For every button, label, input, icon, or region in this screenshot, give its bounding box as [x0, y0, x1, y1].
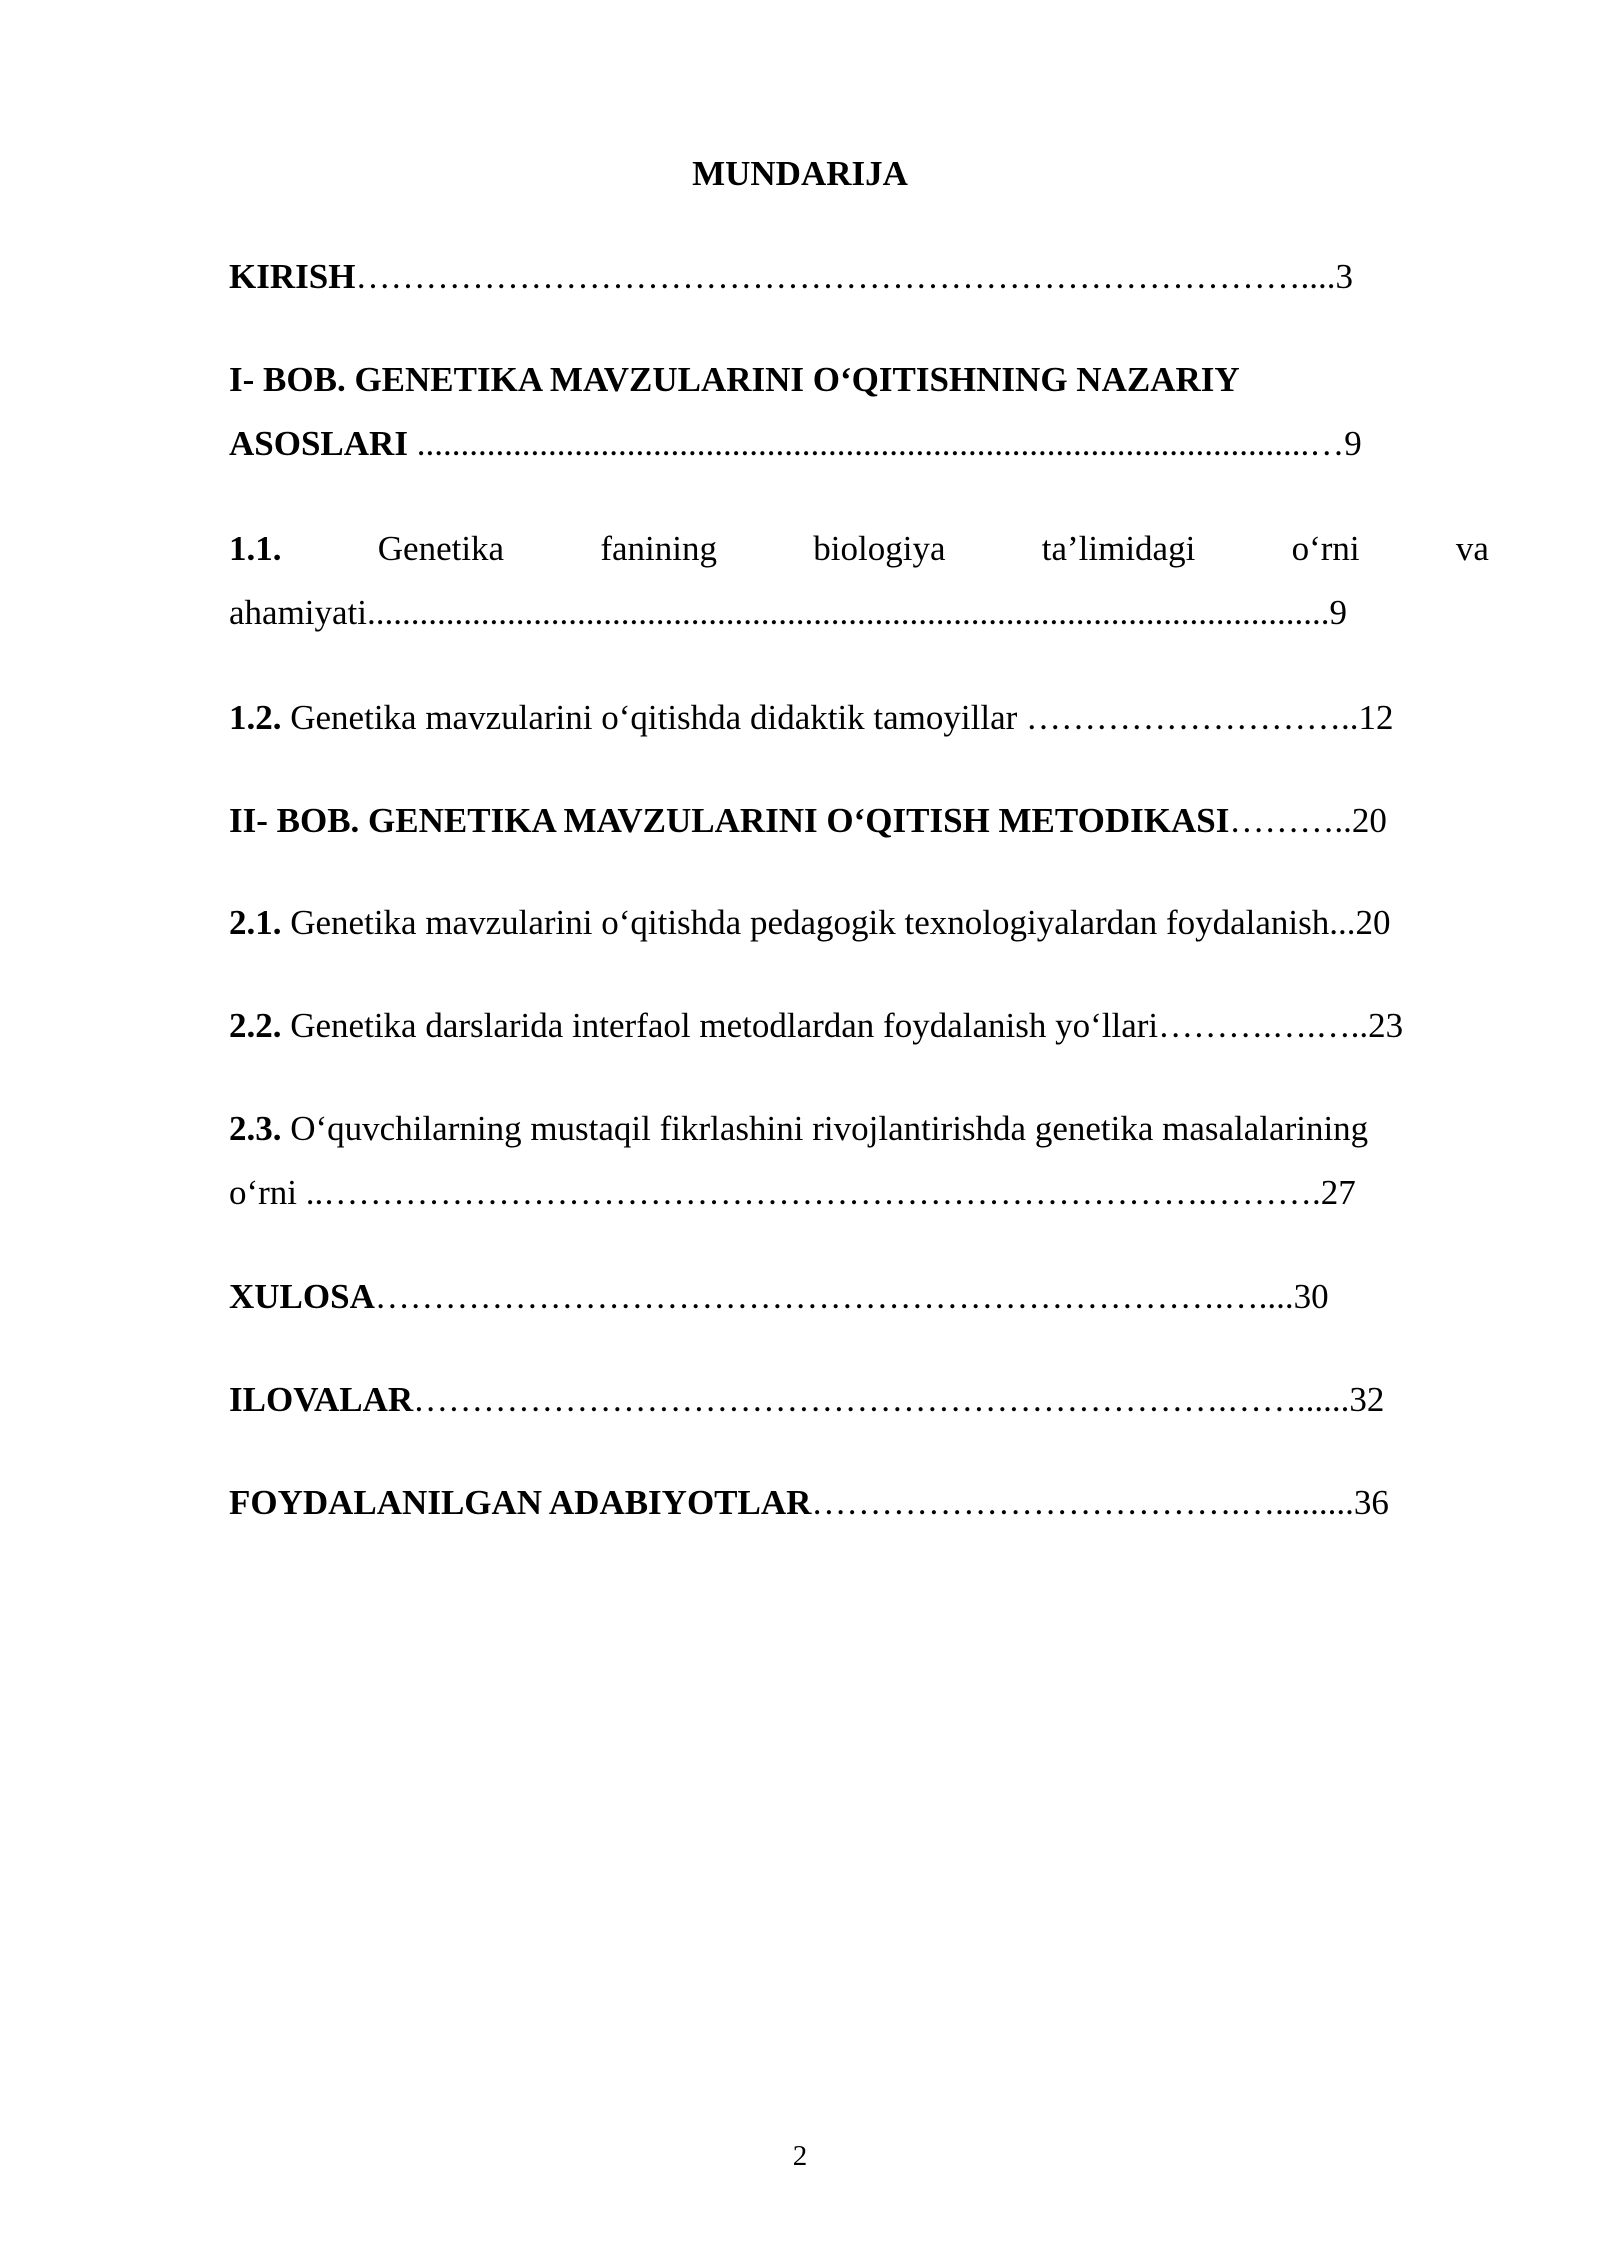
toc-page-number: 23 — [1368, 1006, 1404, 1045]
toc-entry-adabiyotlar — [229, 1471, 1489, 1535]
toc-entry-text: Genetika mavzularini o‘qitishda pedagogik texnologiyalardan foydalanish... — [281, 903, 1356, 942]
toc-entry-text: Genetika darslarida interfaol metodlardan foydalanish yo‘llari — [281, 1006, 1159, 1045]
toc-entry-kirish — [229, 245, 1489, 309]
toc-leader: ……………………………….…......... — [811, 1483, 1354, 1522]
toc-page-number: 20 — [1355, 903, 1391, 942]
toc-word: fanining — [600, 529, 717, 568]
toc-entry-text: o‘rni .. — [229, 1173, 324, 1212]
toc-line — [229, 581, 1489, 645]
toc-entry-ilovalar — [229, 1368, 1489, 1432]
toc-entry-text: Genetika mavzularini o‘qitishda didaktik tamoyillar — [281, 698, 1027, 737]
toc-word: va — [1455, 529, 1489, 568]
toc-section-number: 2.1. — [229, 903, 282, 942]
toc-leader: ………………………………………………………………….………. — [323, 1173, 1321, 1212]
toc-entry-xulosa — [229, 1265, 1489, 1329]
toc-page-number: 9 — [1344, 424, 1362, 463]
toc-line — [229, 348, 1489, 412]
toc-line — [229, 1097, 1489, 1161]
toc-entry-text: O‘quvchilarning mustaqil fikrlashini rivojlantirishda genetika masalalarining — [281, 1109, 1369, 1148]
toc-entry-label: II- BOB. GENETIKA MAVZULARINI O‘QITISH METODIKASI — [229, 801, 1230, 840]
toc-word: ta’limidagi — [1041, 529, 1196, 568]
toc-leader: ……………………….. — [1026, 698, 1359, 737]
toc-entry-label: ASOSLARI — [229, 424, 408, 463]
toc-leader: …………………………………………………………….……...... — [413, 1380, 1350, 1419]
toc-entry-text: ahamiyati — [229, 593, 368, 632]
toc-page-number: 30 — [1293, 1277, 1329, 1316]
toc-entry-section-2-1 — [229, 891, 1489, 955]
toc-entry-chapter-2 — [229, 789, 1489, 853]
toc-page-number: 32 — [1349, 1380, 1385, 1419]
toc-entry-section-2-3 — [229, 1097, 1489, 1225]
toc-line — [229, 412, 1489, 476]
toc-title: MUNDARIJA — [692, 154, 908, 193]
toc-entry-label: FOYDALANILGAN ADABIYOTLAR — [229, 1483, 812, 1522]
toc-entry-section-1-2 — [229, 686, 1489, 750]
toc-leader: ……….. — [1229, 801, 1352, 840]
toc-word: Genetika — [377, 529, 505, 568]
toc-leader: ……………………………………………………………….….... — [374, 1277, 1294, 1316]
toc-page-number: 36 — [1353, 1483, 1389, 1522]
toc-section-number: 1.1. — [229, 529, 282, 568]
toc-entry-label: I- BOB. GENETIKA MAVZULARINI O‘QITISHNING NAZARIY — [229, 360, 1240, 399]
toc-page-number: 27 — [1320, 1173, 1356, 1212]
toc-leader: ……….….….. — [1158, 1006, 1369, 1045]
toc-entry-section-2-2 — [229, 994, 1489, 1058]
toc-page-number: 12 — [1358, 698, 1394, 737]
toc-section-number: 2.2. — [229, 1006, 282, 1045]
toc-page-number: 3 — [1335, 257, 1353, 296]
toc-leader: .............................................................................................................. — [367, 593, 1330, 632]
toc-page-number: 9 — [1329, 593, 1348, 632]
toc-leader: ......................................................................................................… — [407, 424, 1345, 463]
toc-word: o‘rni — [1291, 529, 1360, 568]
toc-line — [229, 1161, 1489, 1225]
toc-entry-section-1-1 — [229, 517, 1489, 645]
toc-leader: ……………………………………………………………………….... — [355, 257, 1336, 296]
toc-line — [229, 517, 1489, 581]
toc-page-number: 20 — [1351, 801, 1387, 840]
toc-entry-label: XULOSA — [229, 1277, 375, 1316]
page-number: 2 — [792, 2140, 808, 2172]
toc-section-number: 2.3. — [229, 1109, 282, 1148]
toc-entry-label: KIRISH — [229, 257, 356, 296]
toc-entry-chapter-1 — [229, 348, 1489, 476]
toc-entry-label: ILOVALAR — [229, 1380, 414, 1419]
toc-section-number: 1.2. — [229, 698, 282, 737]
toc-word: biologiya — [813, 529, 946, 568]
